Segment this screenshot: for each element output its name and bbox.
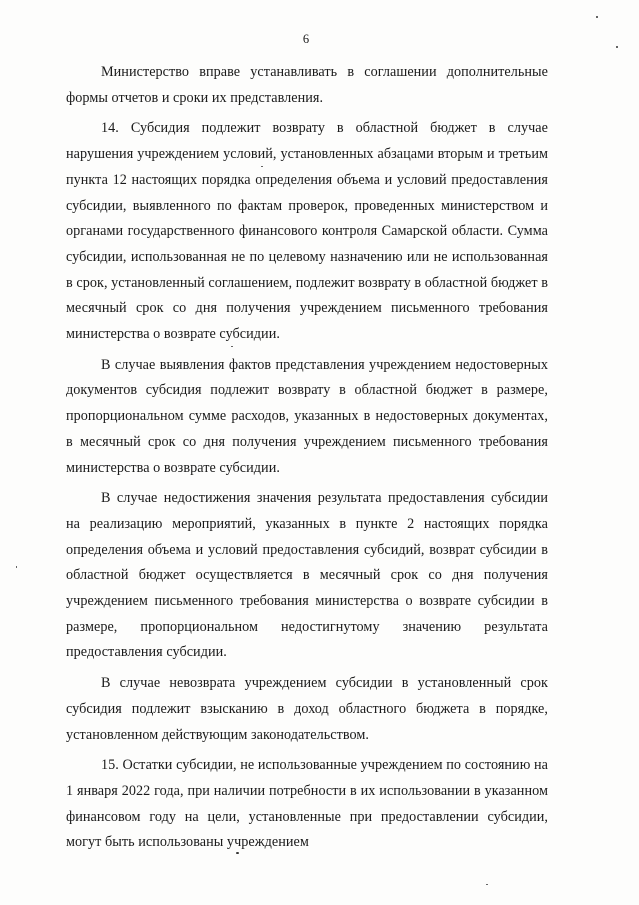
paragraph-unreliable-documents: В случае выявления фактов представления учреждением недостоверных документов субсидия подлежит возврату в областной бюджет в размере, пропорциональном сумме расходов, указанных в недостоверных документах, в месячный срок со дня получения учреждением письменного требования министерства о возврате субсидии. [66,356,548,476]
paragraph-15-subsidy-balances: 15. Остатки субсидии, не использованные учреждением по состоянию на 1 января 2022 года, при наличии потребности в их использовании в указанном финансовом году на цели, установленные при предоставлении субсидии, могут быть использованы учреждением [66,757,548,851]
paragraph-result-not-achieved: В случае недостижения значения результата предоставления субсидии на реализацию мероприятий, указанных в пункте 2 настоящих порядка определения объема и условий предоставления субсидий, возврат субсидии в областной бюджет осуществляется в месячный срок со дня получения учреждением письменного требования министерства о возврате субсидии в размере, пропорциональном недостигнутому значению результата предоставления субсидии. [66,490,548,661]
paragraph-non-return-recovery: В случае невозврата учреждением субсидии в установленный срок субсидия подлежит взысканию в доход областного бюджета в порядке, установленном действующим законодательством. [66,675,548,743]
scan-speck [231,346,233,347]
page-number: 6 [302,32,310,46]
scan-speck [261,166,263,167]
document-body [66,60,548,856]
scan-speck [16,566,17,568]
paragraph-additional-report-forms: Министерство вправе устанавливать в соглашении дополнительные формы отчетов и сроки их представления. [66,64,548,106]
scan-speck [596,16,598,18]
scan-speck [616,46,618,48]
scan-speck [486,884,488,885]
paragraph-14-subsidy-return: 14. Субсидия подлежит возврату в областной бюджет в случае нарушения учреждением условий, установленных абзацами вторым и третьим пункта 12 настоящих порядка определения объема и условий предоставления субсидии, выявленного по фактам проверок, проведенных министерством и органами государственного финансового контроля Самарской области. Сумма субсидии, использованная не по целевому назначению или не использованная в срок, установленный соглашением, подлежит возврату в областной бюджет в месячный срок со дня получения учреждением письменного требования министерства о возврате субсидии. [66,120,548,343]
scan-speck [236,852,239,854]
